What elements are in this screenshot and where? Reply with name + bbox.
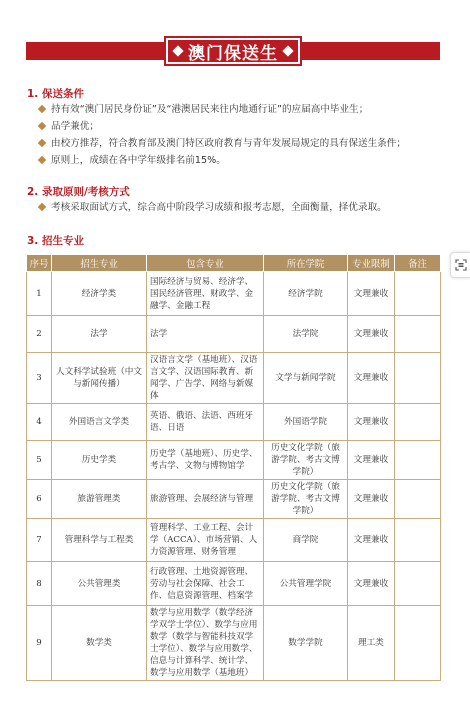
- cell-major: 经济学类: [52, 272, 147, 316]
- cell-limit: 文理兼收: [348, 404, 395, 441]
- cell-college: 历史文化学院（旅游学院、考古文博学院）: [264, 480, 348, 519]
- cell-major: 人文科学试验班（中文与新闻传播）: [52, 353, 147, 404]
- table-row: [27, 272, 441, 316]
- cell-major: 外国语言文学类: [52, 404, 147, 441]
- cell-includes: 英语、俄语、法语、西班牙语、日语: [147, 404, 264, 441]
- list-item: 原则上，成绩在各中学年级排名前15%。: [38, 152, 406, 169]
- cell-college: 商学院: [264, 519, 348, 562]
- cell-note: [395, 562, 441, 606]
- cell-limit: 文理兼收: [348, 562, 395, 606]
- cell-note: [395, 480, 441, 519]
- header-note: 备注: [395, 255, 441, 272]
- cell-no: 6: [27, 480, 52, 519]
- cell-no: 8: [27, 562, 52, 606]
- header-college: 所在学院: [264, 255, 348, 272]
- cell-no: 5: [27, 441, 52, 480]
- cell-note: [395, 353, 441, 404]
- cell-major: 历史学类: [52, 441, 147, 480]
- cell-college: 法学院: [264, 316, 348, 353]
- section-title-majors: 3. 招生专业: [27, 235, 84, 247]
- cell-limit: 文理兼收: [348, 316, 395, 353]
- cell-includes: 管理科学、工业工程、会计学（ACCA）、市场营销、人力资源管理、财务管理: [147, 519, 264, 562]
- section-title-conditions: 1. 保送条件: [27, 88, 84, 100]
- cell-note: [395, 606, 441, 681]
- cell-college: 经济学院: [264, 272, 348, 316]
- table-header-row: [27, 255, 441, 272]
- list-item: 由校方推荐，符合教育部及澳门特区政府教育与青年发展局规定的具有保送生条件；: [38, 135, 406, 152]
- cell-note: [395, 441, 441, 480]
- cell-includes: 汉语言文学（基地班）、汉语言文学、汉语国际教育、新闻学、广告学、网络与新媒体: [147, 353, 264, 404]
- header-includes: 包含专业: [147, 255, 264, 272]
- table-row: [27, 441, 441, 480]
- cell-no: 7: [27, 519, 52, 562]
- cell-note: [395, 404, 441, 441]
- diamond-left-icon: [172, 45, 183, 56]
- cell-college: 历史文化学院（旅游学院、考古文博学院）: [264, 441, 348, 480]
- cell-limit: 文理兼收: [348, 480, 395, 519]
- banner-title-box: [166, 38, 300, 64]
- section-title-admission: 2. 录取原则/考核方式: [27, 186, 130, 198]
- cell-includes: 国际经济与贸易、经济学、国民经济管理、财政学、金融学、金融工程: [147, 272, 264, 316]
- table-row: [27, 480, 441, 519]
- cell-limit: 理工类: [348, 606, 395, 681]
- cell-includes: 历史学（基地班）、历史学、考古学、文物与博物馆学: [147, 441, 264, 480]
- table-row: [27, 404, 441, 441]
- cell-college: 文学与新闻学院: [264, 353, 348, 404]
- cell-major: 旅游管理类: [52, 480, 147, 519]
- cell-note: [395, 272, 441, 316]
- cell-includes: 法学: [147, 316, 264, 353]
- scan-text-icon[interactable]: [450, 252, 470, 278]
- majors-table: [26, 254, 441, 681]
- cell-includes: 旅游管理、会展经济与管理: [147, 480, 264, 519]
- page-title: 澳门保送生: [188, 43, 278, 64]
- cell-major: 法学: [52, 316, 147, 353]
- table-row: [27, 606, 441, 681]
- cell-limit: 文理兼收: [348, 272, 395, 316]
- cell-limit: 文理兼收: [348, 353, 395, 404]
- admission-list: [38, 199, 387, 216]
- list-item: 考核采取面试方式，综合高中阶段学习成绩和报考志愿，全面衡量，择优录取。: [38, 199, 387, 216]
- cell-includes: 行政管理、土地资源管理、劳动与社会保障、社会工作、信息资源管理、档案学: [147, 562, 264, 606]
- table-row: [27, 519, 441, 562]
- table-row: [27, 316, 441, 353]
- title-banner: [26, 40, 440, 62]
- cell-no: 1: [27, 272, 52, 316]
- cell-no: 3: [27, 353, 52, 404]
- diamond-right-icon: [282, 45, 293, 56]
- cell-includes: 数学与应用数学（数学经济学双学士学位）、数学与应用数学（数学与智能科技双学士学位）、数学与应用数学、信息与计算科学、统计学、数学与应用数学（基地班）: [147, 606, 264, 681]
- cell-note: [395, 519, 441, 562]
- header-no: 序号: [27, 255, 52, 272]
- cell-college: 数学学院: [264, 606, 348, 681]
- conditions-list: [38, 101, 406, 169]
- cell-limit: 文理兼收: [348, 441, 395, 480]
- cell-college: 外国语学院: [264, 404, 348, 441]
- cell-no: 2: [27, 316, 52, 353]
- header-major: 招生专业: [52, 255, 147, 272]
- cell-limit: 文理兼收: [348, 519, 395, 562]
- table-row: [27, 353, 441, 404]
- cell-no: 9: [27, 606, 52, 681]
- cell-college: 公共管理学院: [264, 562, 348, 606]
- table-row: [27, 562, 441, 606]
- cell-major: 管理科学与工程类: [52, 519, 147, 562]
- cell-major: 公共管理类: [52, 562, 147, 606]
- list-item: 品学兼优；: [38, 118, 406, 135]
- cell-no: 4: [27, 404, 52, 441]
- header-limit: 专业限制: [348, 255, 395, 272]
- cell-note: [395, 316, 441, 353]
- cell-major: 数学类: [52, 606, 147, 681]
- list-item: 持有效“澳门居民身份证”及“港澳居民来往内地通行证”的应届高中毕业生；: [38, 101, 406, 118]
